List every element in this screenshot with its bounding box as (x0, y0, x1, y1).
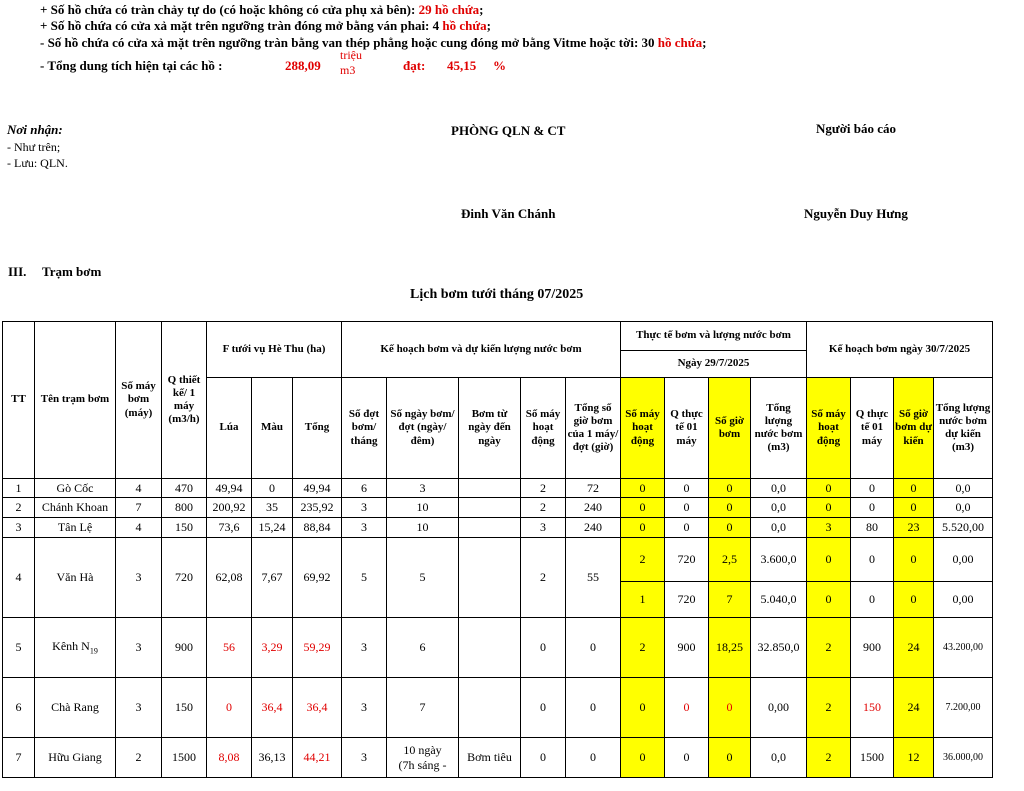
cell-tt: 1 (3, 479, 35, 498)
section-title: Trạm bơm (42, 264, 102, 279)
cell-lua: 56 (207, 618, 252, 678)
cell-act-q: 900 (665, 618, 709, 678)
cell-nx-q: 1500 (851, 738, 894, 778)
cell-mau: 3,29 (252, 618, 293, 678)
header-f-lua: Lúa (207, 378, 252, 479)
cell-mau: 0 (252, 479, 293, 498)
cell-lua: 73,6 (207, 518, 252, 538)
department-signer: Đinh Văn Chánh (461, 206, 556, 221)
cell-may: 2 (521, 479, 566, 498)
cell-tt: 6 (3, 678, 35, 738)
cell-mau: 35 (252, 498, 293, 518)
header-plan-dot: Số đợt bơm/ tháng (342, 378, 387, 479)
cell-act-tong: 32.850,0 (751, 618, 807, 678)
cell-tu (459, 618, 521, 678)
cell-act-may: 2 (621, 538, 665, 582)
cell-nx-gio: 23 (894, 518, 934, 538)
table-row (3, 538, 993, 582)
cell-nx-gio: 24 (894, 678, 934, 738)
cell-act-may: 0 (621, 498, 665, 518)
cell-tu (459, 498, 521, 518)
cell-nx-q: 900 (851, 618, 894, 678)
table-title: Lịch bơm tưới tháng 07/2025 (410, 287, 584, 302)
cell-ngay: 5 (387, 538, 459, 618)
cell-act-gio: 0 (709, 498, 751, 518)
header-plan-may: Số máy hoạt động (521, 378, 566, 479)
recipient-2: - Lưu: QLN. (7, 156, 68, 170)
header-plan-ngay: Số ngày bơm/ đợt (ngày/đêm) (387, 378, 459, 479)
cell-nx-may: 2 (807, 738, 851, 778)
cell-act-q: 720 (665, 582, 709, 618)
cell-act-q: 720 (665, 538, 709, 582)
reach-label: đạt: (403, 58, 426, 73)
cell-gio: 0 (566, 738, 621, 778)
cell-tong: 59,29 (293, 618, 342, 678)
cell-gio: 72 (566, 479, 621, 498)
cell-nx-may: 0 (807, 582, 851, 618)
cell-act-tong: 3.600,0 (751, 538, 807, 582)
cell-q: 150 (162, 678, 207, 738)
cell-act-gio: 0 (709, 479, 751, 498)
cell-act-q: 0 (665, 738, 709, 778)
cell-nx-may: 3 (807, 518, 851, 538)
cell-dot: 3 (342, 498, 387, 518)
header-q-design: Q thiết kế/ 1 máy (m3/h) (162, 322, 207, 479)
cell-act-may: 0 (621, 738, 665, 778)
reporter-title: Người báo cáo (816, 121, 896, 136)
cell-mau: 7,67 (252, 538, 293, 618)
table-row (3, 618, 993, 678)
cell-act-gio: 0 (709, 738, 751, 778)
cell-q: 1500 (162, 738, 207, 778)
cell-nx-q: 150 (851, 678, 894, 738)
cell-nx-tong: 0,00 (934, 538, 993, 582)
capacity-unit-1: triệu (340, 48, 362, 62)
cell-act-gio: 0 (709, 678, 751, 738)
cell-nx-tong: 43.200,00 (934, 618, 993, 678)
cell-ngay: 10 (387, 498, 459, 518)
header-nx-tong: Tổng lượng nước bơm dự kiến (m3) (934, 378, 993, 479)
cell-tt: 5 (3, 618, 35, 678)
cell-station: Kênh $N_{19}$ (35, 618, 116, 678)
cell-nx-may: 2 (807, 678, 851, 738)
header-f-mau: Màu (252, 378, 293, 479)
cell-may: 0 (521, 678, 566, 738)
cell-tt: 7 (3, 738, 35, 778)
cell-gio: 55 (566, 538, 621, 618)
cell-machines: 3 (116, 538, 162, 618)
cell-nx-gio: 0 (894, 582, 934, 618)
cell-nx-tong: 7.200,00 (934, 678, 993, 738)
cell-nx-tong: 5.520,00 (934, 518, 993, 538)
header-nx-may: Số máy hoạt động (807, 378, 851, 479)
cell-may: 2 (521, 538, 566, 618)
cell-may: 0 (521, 618, 566, 678)
cell-machines: 3 (116, 618, 162, 678)
cell-nx-q: 80 (851, 518, 894, 538)
status-line-3: - Số hồ chứa có cửa xả mặt trên ngưỡng tràn bằng van thép phẳng hoặc cung đóng mở bằng Vitme hoặc tời: 30 hồ chứa; (40, 35, 707, 50)
cell-may: 0 (521, 738, 566, 778)
header-act-tong: Tổng lượng nước bơm (m3) (751, 378, 807, 479)
cell-machines: 4 (116, 518, 162, 538)
cell-may: 3 (521, 518, 566, 538)
cell-machines: 3 (116, 678, 162, 738)
cell-ngay: 6 (387, 618, 459, 678)
cell-tong: 36,4 (293, 678, 342, 738)
header-actual-group: Thực tế bơm và lượng nước bơm (621, 322, 807, 351)
cell-ngay: 7 (387, 678, 459, 738)
cell-act-tong: 0,0 (751, 479, 807, 498)
cell-tu (459, 479, 521, 498)
cell-mau: 36,13 (252, 738, 293, 778)
cell-lua: 0 (207, 678, 252, 738)
cell-nx-tong: 0,0 (934, 498, 993, 518)
department-title: PHÒNG QLN & CT (451, 123, 566, 138)
header-act-q: Q thực tế 01 máy (665, 378, 709, 479)
table-row (3, 479, 993, 498)
cell-mau: 36,4 (252, 678, 293, 738)
cell-nx-may: 0 (807, 479, 851, 498)
cell-act-gio: 18,25 (709, 618, 751, 678)
cell-dot: 3 (342, 618, 387, 678)
cell-nx-gio: 24 (894, 618, 934, 678)
cell-tong: 69,92 (293, 538, 342, 618)
cell-act-tong: 5.040,0 (751, 582, 807, 618)
cell-station: Văn Hà (35, 538, 116, 618)
cell-nx-gio: 0 (894, 538, 934, 582)
cell-tong: 88,84 (293, 518, 342, 538)
cell-tu: Bơm tiêu (459, 738, 521, 778)
cell-nx-may: 0 (807, 498, 851, 518)
header-f-group: F tưới vụ Hè Thu (ha) (207, 322, 342, 378)
cell-act-tong: 0,0 (751, 498, 807, 518)
recipients-title: Nơi nhận: (7, 122, 63, 137)
cell-act-gio: 2,5 (709, 538, 751, 582)
header-plan-group: Kế hoạch bơm và dự kiến lượng nước bơm (342, 322, 621, 378)
capacity-unit-2: m3 (340, 63, 356, 77)
table-row (3, 738, 993, 778)
status-line-2: + Số hồ chứa có cửa xả mặt trên ngưỡng tràn đóng mở bằng ván phai: 4 hồ chứa; (40, 18, 492, 33)
cell-act-tong: 0,0 (751, 738, 807, 778)
cell-ngay: 10 (387, 518, 459, 538)
cell-nx-tong: 0,0 (934, 479, 993, 498)
cell-machines: 2 (116, 738, 162, 778)
cell-act-gio: 7 (709, 582, 751, 618)
cell-ngay: 3 (387, 479, 459, 498)
header-f-tong: Tổng (293, 378, 342, 479)
cell-tt: 4 (3, 538, 35, 618)
cell-nx-q: 0 (851, 538, 894, 582)
header-actual-day: Ngày 29/7/2025 (621, 351, 807, 378)
capacity-value: 288,09 (285, 58, 321, 73)
cell-machines: 4 (116, 479, 162, 498)
cell-act-q: 0 (665, 518, 709, 538)
cell-q: 150 (162, 518, 207, 538)
header-plan-tu: Bơm từ ngày đến ngày (459, 378, 521, 479)
reach-unit: % (493, 58, 506, 73)
cell-q: 900 (162, 618, 207, 678)
cell-tong: 49,94 (293, 479, 342, 498)
cell-tt: 3 (3, 518, 35, 538)
status-line-1: + Số hồ chứa có tràn chảy tự do (có hoặc không có cửa phụ xả bên): 29 hồ chứa; (40, 2, 484, 17)
cell-tong: 44,21 (293, 738, 342, 778)
cell-act-may: 2 (621, 618, 665, 678)
cell-nx-may: 0 (807, 538, 851, 582)
header-machines: Số máy bơm (máy) (116, 322, 162, 479)
cell-gio: 0 (566, 618, 621, 678)
header-nx-q: Q thực tế 01 máy (851, 378, 894, 479)
cell-nx-gio: 0 (894, 498, 934, 518)
table-row (3, 518, 993, 538)
cell-act-may: 0 (621, 518, 665, 538)
header-tt: TT (3, 322, 35, 479)
cell-act-q: 0 (665, 678, 709, 738)
pump-schedule-table (2, 321, 993, 778)
cell-tt: 2 (3, 498, 35, 518)
cell-act-tong: 0,00 (751, 678, 807, 738)
capacity-label: - Tổng dung tích hiện tại các hồ : (40, 58, 223, 73)
cell-tu (459, 518, 521, 538)
cell-q: 720 (162, 538, 207, 618)
cell-tong: 235,92 (293, 498, 342, 518)
cell-dot: 3 (342, 518, 387, 538)
cell-tu (459, 678, 521, 738)
cell-nx-gio: 0 (894, 479, 934, 498)
cell-station: Gò Cốc (35, 479, 116, 498)
header-act-may: Số máy hoạt động (621, 378, 665, 479)
header-plan-gio: Tổng số giờ bơm của 1 máy/đợt (giờ) (566, 378, 621, 479)
cell-dot: 5 (342, 538, 387, 618)
cell-act-tong: 0,0 (751, 518, 807, 538)
header-row-1 (3, 322, 993, 351)
cell-nx-q: 0 (851, 582, 894, 618)
cell-station: Chánh Khoan (35, 498, 116, 518)
cell-gio: 240 (566, 518, 621, 538)
table-row (3, 678, 993, 738)
cell-may: 2 (521, 498, 566, 518)
table-row (3, 498, 993, 518)
cell-act-q: 0 (665, 498, 709, 518)
cell-dot: 3 (342, 678, 387, 738)
cell-dot: 6 (342, 479, 387, 498)
cell-dot: 3 (342, 738, 387, 778)
cell-nx-gio: 12 (894, 738, 934, 778)
reporter-name: Nguyễn Duy Hưng (804, 206, 908, 221)
cell-act-gio: 0 (709, 518, 751, 538)
header-act-gio: Số giờ bơm (709, 378, 751, 479)
cell-station: Chà Rang (35, 678, 116, 738)
cell-nx-may: 2 (807, 618, 851, 678)
cell-nx-q: 0 (851, 498, 894, 518)
header-nx-gio: Số giờ bơm dự kiến (894, 378, 934, 479)
cell-act-q: 0 (665, 479, 709, 498)
cell-q: 470 (162, 479, 207, 498)
cell-lua: 8,08 (207, 738, 252, 778)
header-next-group: Kế hoạch bơm ngày 30/7/2025 (807, 322, 993, 378)
cell-gio: 240 (566, 498, 621, 518)
cell-q: 800 (162, 498, 207, 518)
cell-station: Tân Lệ (35, 518, 116, 538)
cell-lua: 200,92 (207, 498, 252, 518)
cell-mau: 15,24 (252, 518, 293, 538)
cell-lua: 62,08 (207, 538, 252, 618)
header-station: Tên trạm bơm (35, 322, 116, 479)
cell-nx-q: 0 (851, 479, 894, 498)
recipient-1: - Như trên; (7, 140, 61, 154)
cell-nx-tong: 36.000,00 (934, 738, 993, 778)
reach-value: 45,15 (447, 58, 477, 73)
cell-gio: 0 (566, 678, 621, 738)
section-number: III. (8, 264, 27, 279)
cell-act-may: 0 (621, 678, 665, 738)
cell-ngay: 10 ngày (7h sáng - (387, 738, 459, 778)
cell-tu (459, 538, 521, 618)
cell-act-may: 1 (621, 582, 665, 618)
cell-station: Hữu Giang (35, 738, 116, 778)
cell-machines: 7 (116, 498, 162, 518)
cell-lua: 49,94 (207, 479, 252, 498)
cell-nx-tong: 0,00 (934, 582, 993, 618)
cell-act-may: 0 (621, 479, 665, 498)
